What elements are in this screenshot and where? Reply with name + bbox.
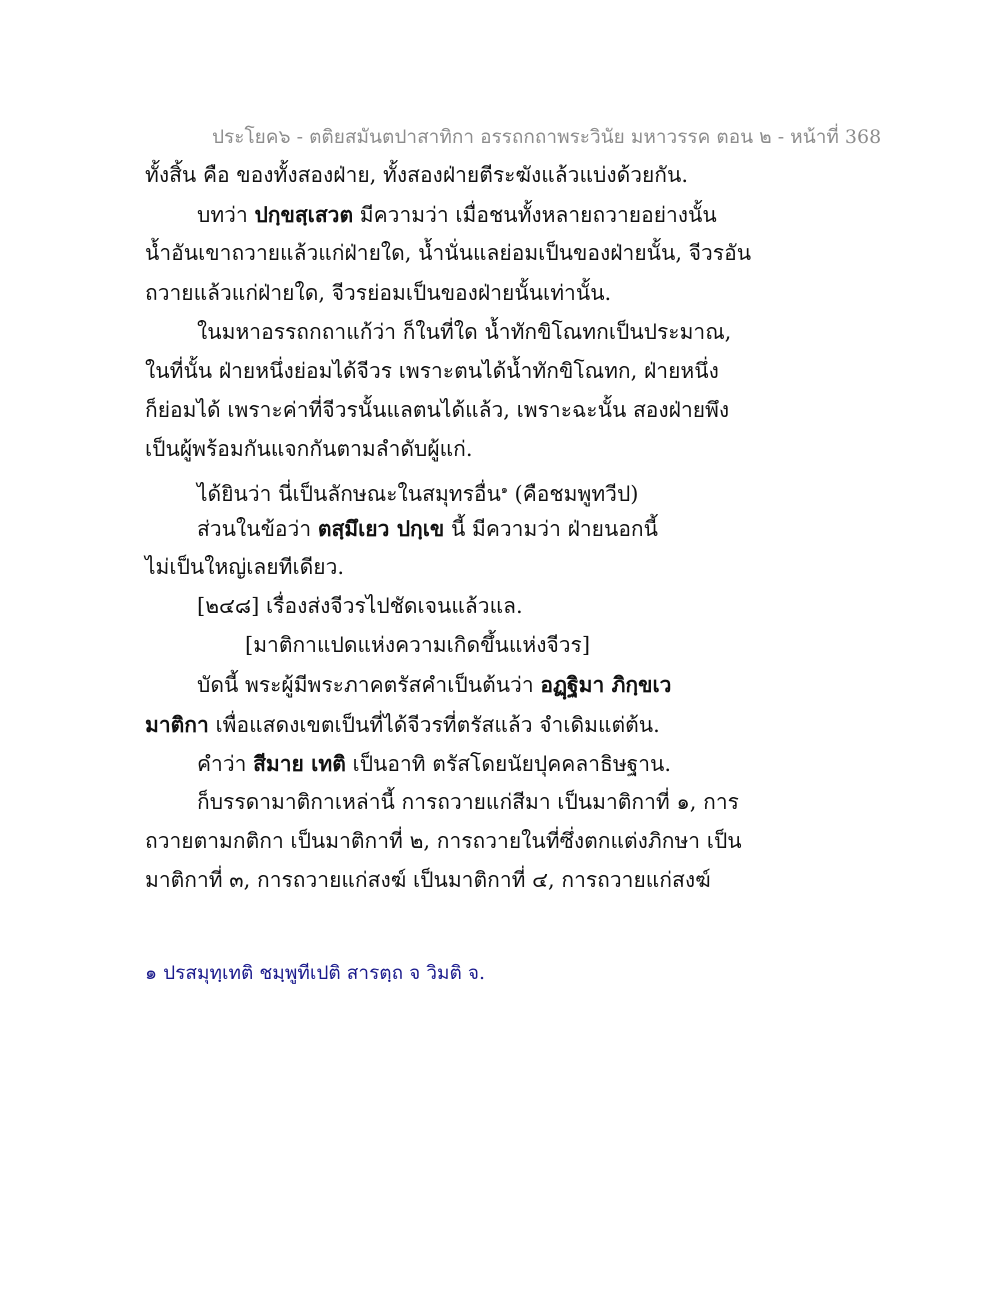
text-line: ก็ย่อมได้ เพราะค่าที่จีวรนั้นแลตนได้แล้ว, เพราะฉะนั้น สองฝ่ายพึง xyxy=(145,398,730,423)
text-line: ถวายตามกติกา เป็นมาติกาที่ ๒, การถวายในที่ซึ่งตกแต่งภิกษา เป็น xyxy=(145,829,742,854)
text-segment: (คือชมพูทวีป) xyxy=(507,481,639,506)
page-header: ประโยค๖ - ตติยสมันตปาสาทิกา อรรถกถาพระวินัย มหาวรรค ตอน ๒ - หน้าที่ 368 xyxy=(212,126,882,148)
pali-term: ปกฺขสฺเสวต xyxy=(254,202,354,228)
text-line: ทั้งสิ้น คือ ของทั้งสองฝ่าย, ทั้งสองฝ่ายตีระฆังแล้วแบ่งด้วยกัน. xyxy=(145,163,689,187)
pali-term: สีมาย เทติ xyxy=(253,750,346,776)
pali-term: ตสฺมึเยว ปกฺเข xyxy=(317,515,445,541)
text-line xyxy=(145,705,705,744)
section-heading: [มาติกาแปดแห่งความเกิดขึ้นแห่งจีวร] xyxy=(245,633,591,658)
text-line: [๒๔๘] เรื่องส่งจีวรไปชัดเจนแล้วแล. xyxy=(197,594,523,619)
footnote-marker: ๑ xyxy=(500,482,508,496)
text-line xyxy=(145,509,705,548)
text-line: ในที่นั้น ฝ่ายหนึ่งย่อมได้จีวร เพราะตนได้น้ำทักขิโณทก, ฝ่ายหนึ่ง xyxy=(145,358,719,383)
text-segment: เป็นอาทิ ตรัสโดยนัยปุคคลาธิษฐาน. xyxy=(345,751,672,776)
footnote: ๑ ปรสมุทฺเทติ ชมฺพูทีเปติ สารตฺถ จ วิมติ จ. xyxy=(145,962,486,984)
text-line: ก็บรรดามาติกาเหล่านี้ การถวายแก่สีมา เป็นมาติกาที่ ๑, การ xyxy=(197,790,739,814)
text-line: น้ำอันเขาถวายแล้วแก่ฝ่ายใด, น้ำนั่นแลย่อมเป็นของฝ่ายนั้น, จีวรอัน xyxy=(145,241,752,266)
text-line: เป็นผู้พร้อมกันแจกกันตามลำดับผู้แก่. xyxy=(145,437,473,462)
text-segment: นี้ มีความว่า ฝ่ายนอกนี้ xyxy=(444,516,659,541)
text-line: ในมหาอรรถกถาแก้ว่า ก็ในที่ใด น้ำทักขิโณทกเป็นประมาณ, xyxy=(197,319,732,344)
text-segment: บทว่า xyxy=(197,203,255,228)
text-line xyxy=(145,665,705,704)
text-segment: คำว่า xyxy=(197,751,254,776)
text-segment: ส่วนในข้อว่า xyxy=(197,516,318,541)
text-line xyxy=(145,744,705,783)
text-segment: บัดนี้ พระผู้มีพระภาคตรัสคำเป็นต้นว่า xyxy=(197,673,541,698)
text-line xyxy=(145,195,717,234)
text-line: มาติกาที่ ๓, การถวายแก่สงฆ์ เป็นมาติกาที่ ๔, การถวายแก่สงฆ์ xyxy=(145,868,711,893)
text-line xyxy=(145,470,705,509)
pali-term: อฏฺฐิมา ภิกฺขเว xyxy=(540,672,672,698)
text-line: ไม่เป็นใหญ่เลยทีเดียว. xyxy=(145,554,345,579)
text-segment: มีความว่า เมื่อชนทั้งหลายถวายอย่างนั้น xyxy=(353,203,717,228)
text-line: ถวายแล้วแก่ฝ่ายใด, จีวรย่อมเป็นของฝ่ายนั้นเท่านั้น. xyxy=(145,280,612,305)
body-text xyxy=(145,156,752,901)
pali-term: มาติกา xyxy=(145,711,209,737)
text-segment: เพื่อแสดงเขตเป็นที่ได้จีวรที่ตรัสแล้ว จำเดิมแต่ต้น. xyxy=(208,712,660,737)
text-segment: ได้ยินว่า นี่เป็นลักษณะในสมุทรอื่น xyxy=(197,481,501,506)
